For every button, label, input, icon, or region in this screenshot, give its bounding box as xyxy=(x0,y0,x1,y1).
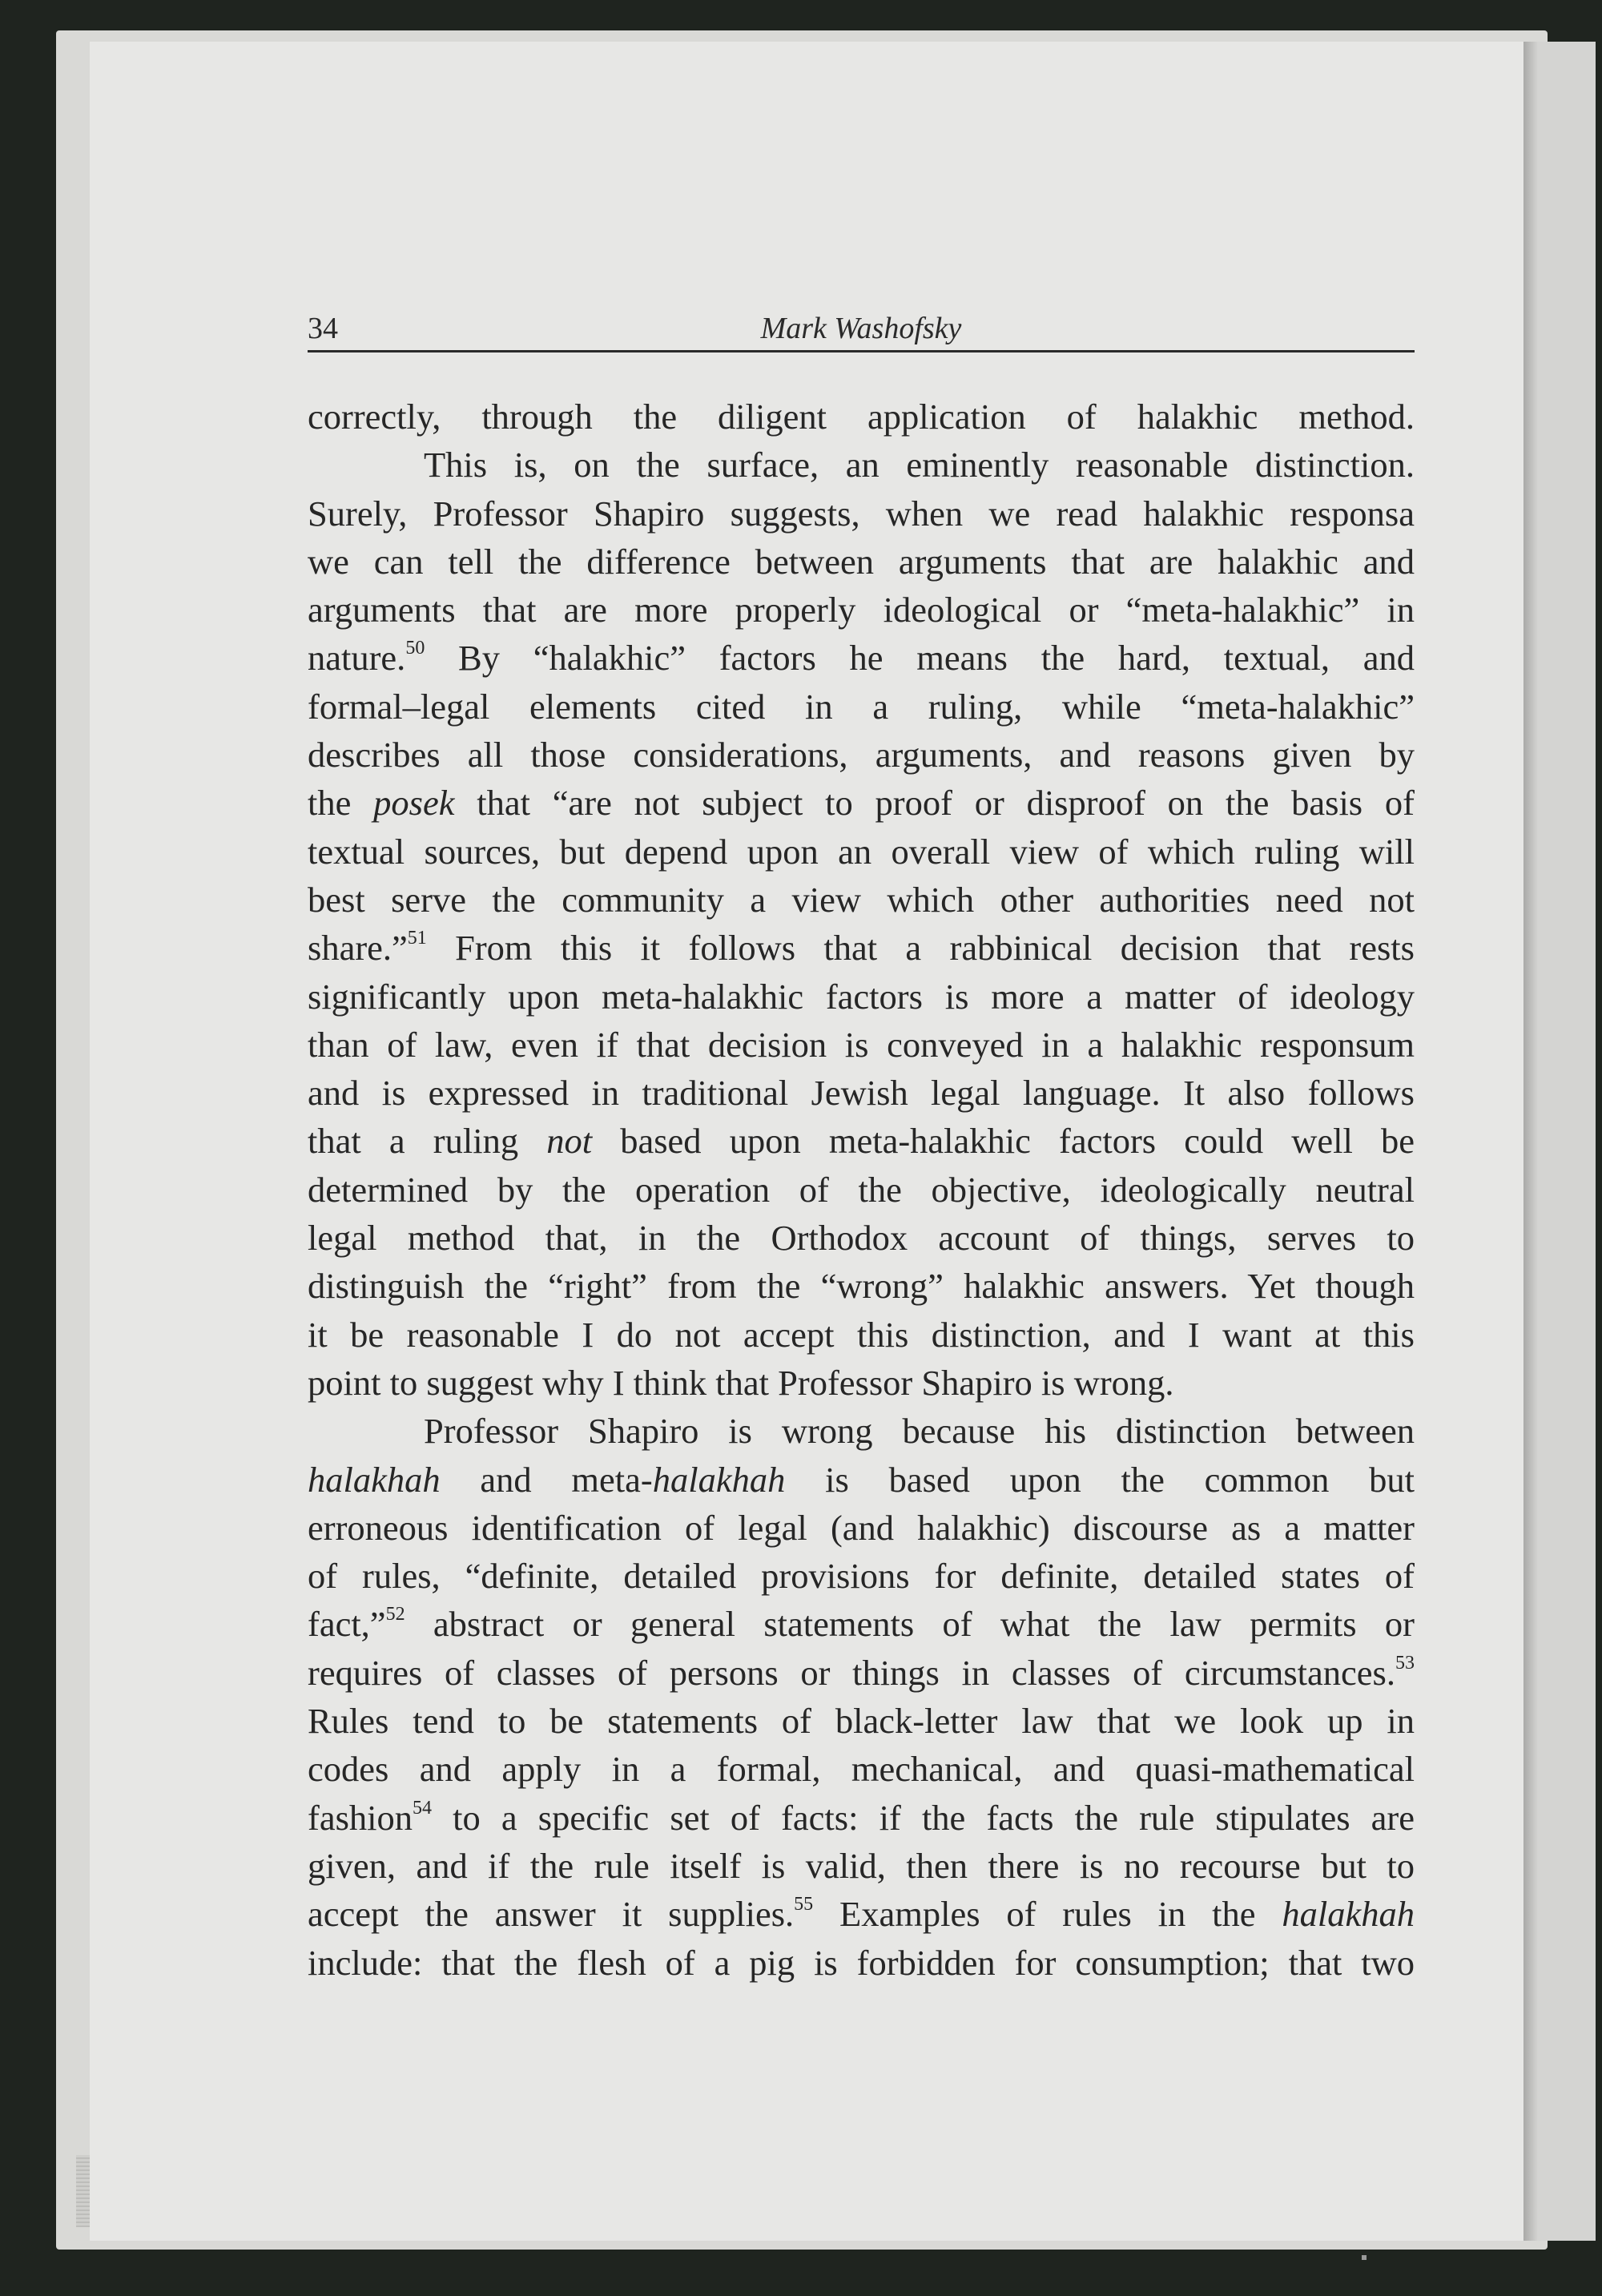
text-line: of rules, “definite, detailed provisions for definite, detailed states of xyxy=(308,1556,1415,1597)
footnote-marker: 54 xyxy=(413,1797,433,1819)
text-line: describes all those considerations, arguments, and reasons given by xyxy=(308,735,1415,775)
running-head xyxy=(308,310,1415,352)
text-line: given, and if the rule itself is valid, then there is no recourse but to xyxy=(308,1845,1415,1886)
text-line: textual sources, but depend upon an overall view of which ruling will xyxy=(308,831,1415,872)
footnote-marker: 53 xyxy=(1395,1652,1415,1674)
text-line: This is, on the surface, an eminently reasonable distinction. xyxy=(424,445,1415,485)
text-line: correctly, through the diligent application of halakhic method. xyxy=(308,397,1415,437)
text-line: distinguish the “right” from the “wrong” halakhic answers. Yet though xyxy=(308,1266,1415,1307)
scan-speck xyxy=(1362,2255,1367,2260)
text-line: erroneous identification of legal (and halakhic) discourse as a matter xyxy=(308,1507,1415,1548)
text-line: share.”$^{51}$ From this it follows that a rabbinical decision that rests xyxy=(308,928,1415,969)
footnote-marker: 50 xyxy=(405,638,425,659)
text-line: point to suggest why I think that Professor Shapiro is wrong. xyxy=(308,1362,1174,1403)
footnote-marker: 55 xyxy=(794,1894,814,1915)
italic-term: posek xyxy=(373,783,455,824)
text-line: fashion$^{54}$ to a specific set of facts: if the facts the rule stipulates are xyxy=(308,1797,1415,1838)
footnote-marker: 51 xyxy=(407,928,427,949)
text-line: accept the answer it supplies.$^{55}$ Examples of rules in the halakhah xyxy=(308,1894,1415,1935)
text-line: it be reasonable I do not accept this distinction, and I want at this xyxy=(308,1314,1415,1355)
italic-term: not xyxy=(546,1121,593,1162)
text-line: best serve the community a view which other authorities need not xyxy=(308,879,1415,920)
text-line: legal method that, in the Orthodox account of things, serves to xyxy=(308,1218,1415,1259)
text-line: codes and apply in a formal, mechanical, and quasi-mathematical xyxy=(308,1749,1415,1790)
text-line: Surely, Professor Shapiro suggests, when we read halakhic responsa xyxy=(308,493,1415,534)
page-number: 34 xyxy=(308,312,338,345)
text-line: formal–legal elements cited in a ruling, while “meta-halakhic” xyxy=(308,686,1415,727)
italic-term: halakhah xyxy=(1282,1894,1415,1935)
text-line: requires of classes of persons or things in classes of circumstances.$^{53}$ xyxy=(308,1652,1415,1693)
italic-term: halakhah xyxy=(652,1459,786,1500)
text-line: and is expressed in traditional Jewish legal language. It also follows xyxy=(308,1073,1415,1114)
text-line: nature.$^{50}$ By “halakhic” factors he means the hard, textual, and xyxy=(308,638,1415,679)
running-head-author: Mark Washofsky xyxy=(760,312,962,345)
text-line: the posek that “are not subject to proof or disproof on the basis of xyxy=(308,783,1415,824)
text-line: include: that the flesh of a pig is forbidden for consumption; that two xyxy=(308,1942,1415,1983)
gutter-shadow xyxy=(1524,42,1538,2241)
text-line: that a ruling not based upon meta-halakhic factors could well be xyxy=(308,1121,1415,1162)
text-line: determined by the operation of the objective, ideologically neutral xyxy=(308,1169,1415,1210)
footnote-marker: 52 xyxy=(385,1604,405,1625)
text-line: significantly upon meta-halakhic factors is more a matter of ideology xyxy=(308,976,1415,1017)
text-line: fact,”$^{52}$ abstract or general statements of what the law permits or xyxy=(308,1604,1415,1645)
text-line: we can tell the difference between arguments that are halakhic and xyxy=(308,541,1415,582)
text-line: than of law, even if that decision is conveyed in a halakhic responsum xyxy=(308,1024,1415,1065)
text-line: Rules tend to be statements of black-letter law that we look up in xyxy=(308,1701,1415,1742)
text-line: Professor Shapiro is wrong because his distinction between xyxy=(424,1411,1415,1452)
text-line: arguments that are more properly ideological or “meta-halakhic” in xyxy=(308,590,1415,630)
body-text xyxy=(308,393,1415,1987)
italic-term: halakhah xyxy=(308,1459,441,1500)
text-line: halakhah and meta-halakhah is based upon the common but xyxy=(308,1459,1415,1500)
